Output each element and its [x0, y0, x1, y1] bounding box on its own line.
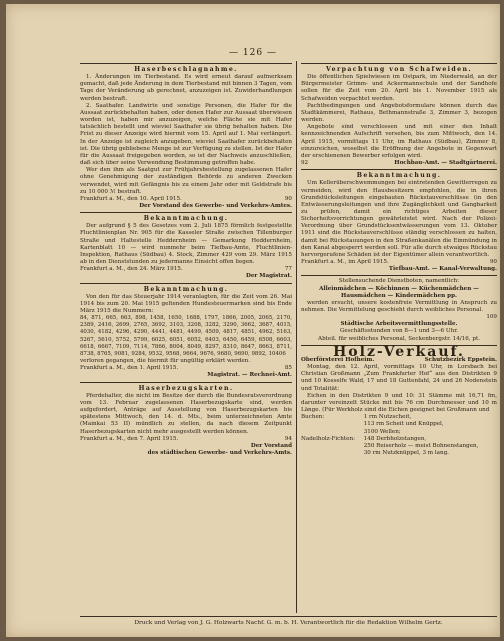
- table-row: [301, 443, 497, 450]
- divider: [80, 63, 292, 64]
- wood-table: [301, 414, 497, 457]
- table-cell: 1 rm Nutzscheit,: [363, 414, 412, 421]
- table-cell: 250 Reiserholz — meist Bohnenstangen,: [363, 442, 479, 449]
- signature: Tiefbau-Amt. — Kanal-Verwaltung.: [388, 266, 497, 273]
- dateline: [301, 259, 497, 266]
- section-heading: Haserbezugskarten.: [138, 384, 234, 392]
- imprint-footer: Druck und Verlag von J. G. Holzwarts Nachf. G. m. b. H. Verantwortlich für die Redaktion Wilhelm Gertz.: [80, 616, 497, 626]
- table-cell: 3100 Wellen;: [363, 428, 401, 435]
- table-cell: 148 Derbholzstangen,: [363, 435, 427, 442]
- paragraph: Pferdehalter, die nicht im Besitze der durch die Bundesratsverordnung vom 13. Februar zugelassenen Haserbezugskarte sind, werden aufgefordert, Anträge auf Ausstellung von Haserbezugskarten bis spätestens Mittwoch, den 14. d. Mts., beim unterzeichneten Amte (Mainkai 53 II) mündlich zu stellen, da nach diesem Zeitpunkt Haserbezugskarten nicht mehr ausgestellt werden können.: [80, 392, 292, 435]
- paragraph: Wer den ihm als Saatgut zur Frühjahrsbestellung zugelassenen Hafer ohne Genehmigung der zuständigen Behörde zu anderen Zwecken verwendet, wird mit Gefängnis bis zu einem Jahr oder mit Geldstrafe bis zu 10 000 ℳ bestraft.: [80, 167, 292, 195]
- paragraph: Von den für das Steuerjahr 1914 veranlagten, für die Zeit vom 26. Mai 1914 bis zum 20. Mai 1915 geltenden Hundesteuermarken sind bis Ende März 1915 die Nummern:: [80, 293, 292, 314]
- paragraph: Pachtbedingungen und Angebotsformulare können durch das Stadtkämmerei, Rathaus, Bethmannstraße 3, Zimmer 3, bezogen werden.: [301, 102, 497, 124]
- paragraph: Die öffentlichen Spielwiesen im Ostpark, im Niederwald, an der Bürgermeister Grimm- und Ackermannschule und der Sandhofe sollen für die Zeit vom 20. April bis 1. November 1915 als Schafweiden verpachtet werden.: [301, 74, 497, 102]
- ad-heading: Stellensuchende Dienstboten, namentlich:: [338, 278, 460, 285]
- left-column: [80, 61, 292, 457]
- table-cell: 113 rm Scheit und Knüppel,: [363, 421, 444, 428]
- ad-line: Alleinmädchen — Köchinnen — Küchenmädchen —: [319, 285, 479, 292]
- notice-number: 109: [486, 314, 497, 321]
- signature: Der Magistrat.: [246, 273, 292, 280]
- number-list: 84, 871, 665, 663, 898, 1458, 1650, 1688, 1797, 1866, 2005, 2065, 2170, 2389, 2416, 2699, 2765, 3692, 3103, 3208, 3282, 3290, 3662, 3687, 4015, 4030, 4182, 4296, 4290, 4441, 4481, 4499, 4509, 4817, 4851, 4962, 5163, 5267, 5610, 5752, 5799, 6025, 6051, 6052, 6403, 6450, 6459, 6508, 6603, 6618, 6667, 7109, 7114, 7866, 8004, 8049, 8297, 8310, 8647, 8663, 8711, 8738, 8765, 9081, 9284, 9532, 9568, 9664, 9676, 9680, 9690, 9892, 10406: [80, 315, 292, 357]
- paragraph: Angebote sind verschlossen und mit einer den Inhalt kennzeichnenden Aufschrift versehen, bis zum Mittwoch, den 14. April 1915, vormittags 11 Uhr, im Rathaus (Südbau), Zimmer 8, einzureichen, woselbst die Eröffnung der Angebote in Gegenwart der erschienenen Bewerber erfolgen wird.: [301, 124, 497, 159]
- date-text: Frankfurt a. M., den 7. April 1915.: [80, 435, 179, 442]
- ad-hours: Geschäftsstunden von 8—1 und 3—6 Uhr.: [339, 328, 459, 335]
- paragraph: Um Kellerüberschwemmungen bei eintretenden Gewitterregen zu vermeiden, wird den Hausbesitzern empfohlen, die in ihren Grundstücksleitungen eingebauten Rückstauverschlüsse (in den Entwässerungsleitungen und ihre Zugänglichkeit und Gangbarkeit zu prüfen, damit ein richtiges Arbeiten dieser Sicherheitsvorrichtungen gewährleistet wird. Nach der Polizei-Verordnung über Grundstücksentwässerungen vom 13. Oktober 1911 sind die Rückstauverschlüsse ständig verschlossen zu halten, damit bei Rückstauungen in den Straßenkanälen die Einmündung in den Kanal abgesperrt werden soll. Für alle durch etwaiges Rückstau hervorgerufene Schäden ist der Eigentümer allein verantwortlich.: [301, 180, 497, 258]
- table-row: [301, 450, 497, 457]
- ad-signature: Städtische Arbeitsvermittlungsstelle.: [340, 321, 458, 328]
- divider: [301, 169, 497, 170]
- dateline: [80, 436, 292, 443]
- signature: Hochbau-Amt. — Stadtgärtnerei.: [394, 160, 497, 167]
- dateline: [80, 196, 292, 203]
- paragraph: werden ersucht, unsere kostenfreie Vermittlung in Anspruch zu nehmen. Die Vermittelung geschieht durch weibliches Personal.: [301, 299, 497, 313]
- table-row: [301, 436, 497, 443]
- section-heading: Bekanntmachung.: [356, 172, 442, 180]
- holz-title: Holz-Verkauf.: [333, 343, 465, 360]
- page-number: — 126 —: [229, 48, 277, 58]
- ad-line: Hausmädchen — Kindermädchen pp.: [341, 292, 457, 299]
- section-heading: Verpachtung von Schafweiden.: [326, 66, 472, 73]
- section-heading: Bekanntmachung.: [143, 285, 229, 293]
- newspaper-page: [6, 4, 500, 637]
- signature: Der Vorstand: [250, 442, 292, 449]
- location-right: Schutzbezirk Eppstein.: [424, 356, 497, 363]
- notice-number: 92: [301, 160, 309, 167]
- paragraph: 2. Saathafer. Landwirte und sonstige Personen, die Hafer für die Aussaat zurückbehalten haben, oder denen Hafer zur Aussaat überwiesen worden ist, haben mir anzuzeigen, welche Fläche sie mit Hafer tatsächlich bestellt und wieviel Saathafer sie übrig behalten haben. Die Frist zu dieser Anzeige wird hiermit vom 15. April auf 1. Mai verlängert. In der Anzeige ist zugleich anzugeben, wieviel Saathafer zurückbehalten ist. Die übrig gebliebene Menge ist zur Verfügung zu stellen. Ist der Hafer für die Aussaat freigegeben worden, so ist der Nachweis anzuschließen, daß sich über seine Verwendung Bestimmung getroffen habe.: [80, 102, 292, 167]
- paragraph: Montag, den 12. April, vormittags 10 Uhr, in Lorsbach bei Christian Großmann „Zum Frankfurter Hof“ aus den Distrikten 9 und 10 Kosselfe Wald, 17 und 18 Guttenfahl, 24 und 26 Nodenstein und Totalität:: [301, 364, 497, 392]
- location-left: Oberförsterei Hofheim.: [301, 356, 375, 363]
- date-text: Frankfurt a. M., den 24. März 1915.: [80, 266, 183, 273]
- table-row: [301, 429, 497, 436]
- notice-number: 90: [489, 259, 497, 266]
- table-cell: Buchen:: [301, 414, 325, 421]
- divider: [301, 275, 497, 276]
- table-row: [301, 421, 497, 428]
- right-column: [301, 61, 497, 457]
- date-text: Frankfurt a. M., den 1. April 1915.: [80, 365, 179, 372]
- dateline: [301, 160, 497, 167]
- divider: [80, 283, 292, 284]
- table-row: [301, 414, 497, 421]
- column-divider: [296, 61, 297, 613]
- ad-address: Abteil. für weibliches Personal, Seckenbergstr. 14/16, pt.: [318, 335, 480, 342]
- table-cell: Nadelholz-Fichten:: [301, 435, 355, 442]
- notice-number: 94: [284, 435, 292, 442]
- notice-number: 90: [284, 195, 292, 202]
- date-text: Frankfurt a. M., im April 1915.: [301, 259, 389, 266]
- divider: [80, 382, 292, 383]
- divider: [301, 63, 497, 64]
- paragraph: 1. Änderungen im Tierbestand. Es wird erneut darauf aufmerksam gemacht, daß jede Änderung in dem Tierbestand mit binnen 3 Tagen, vom Tage der Veränderung ab gerechnet, anzuzeigen ist. Zuwiderhandlungen werden bestraft.: [80, 74, 292, 102]
- dateline: [80, 266, 292, 273]
- signature: des städtischen Gewerbe- und Verkehrs-Amts.: [147, 449, 292, 456]
- signature: Der Vorstand des Gewerbe- und Verkehrs-Amtes.: [139, 202, 292, 209]
- paragraph: Der aufgrund § 5 des Gesetzes vom 2. Juli 1875 förmlich festgestellte Fluchtlinienplan Nr. 905 für die Kasseler Straße zwischen Tillenburger Straße und Haltestelle Heddernheim — Gemarkung Heddernheim, Kartenblatt 10 — wird nunmehr beim Tiefbau-Amte, Fluchtlinien-Inspektion, Rathaus (Südbau) 4. Stock, Zimmer 429 vom 29. März 1915 ab in den Dienststunden zu jedermanns Einsicht offen liegen.: [80, 223, 292, 266]
- paragraph: Eichen in den Distrikten 9 und 10: 31 Stämme mit 16,71 fm, darunter vereinzelt Stücke mit bis 76 cm Durchmesser und 10 m Länge. (Für Werkholz sind die Eichen geeignet bei Großmann und: [301, 392, 497, 414]
- notice-number: 77: [284, 266, 292, 273]
- notice-number: 85: [284, 365, 292, 372]
- dateline: [80, 365, 292, 372]
- signature: Magistrat. — Rechnei-Amt.: [207, 372, 292, 379]
- divider: [80, 212, 292, 213]
- table-cell: 30 rm Nutzknüppel, 3 m lang.: [363, 449, 449, 456]
- section-heading: Haserbeschlagnahme.: [134, 66, 238, 73]
- date-text: Frankfurt a. M., den 10. April 1915.: [80, 195, 182, 202]
- section-heading: Bekanntmachung.: [143, 215, 229, 223]
- paragraph: verloren gegangen, die hiermit für ungültig erklärt werden.: [80, 358, 251, 365]
